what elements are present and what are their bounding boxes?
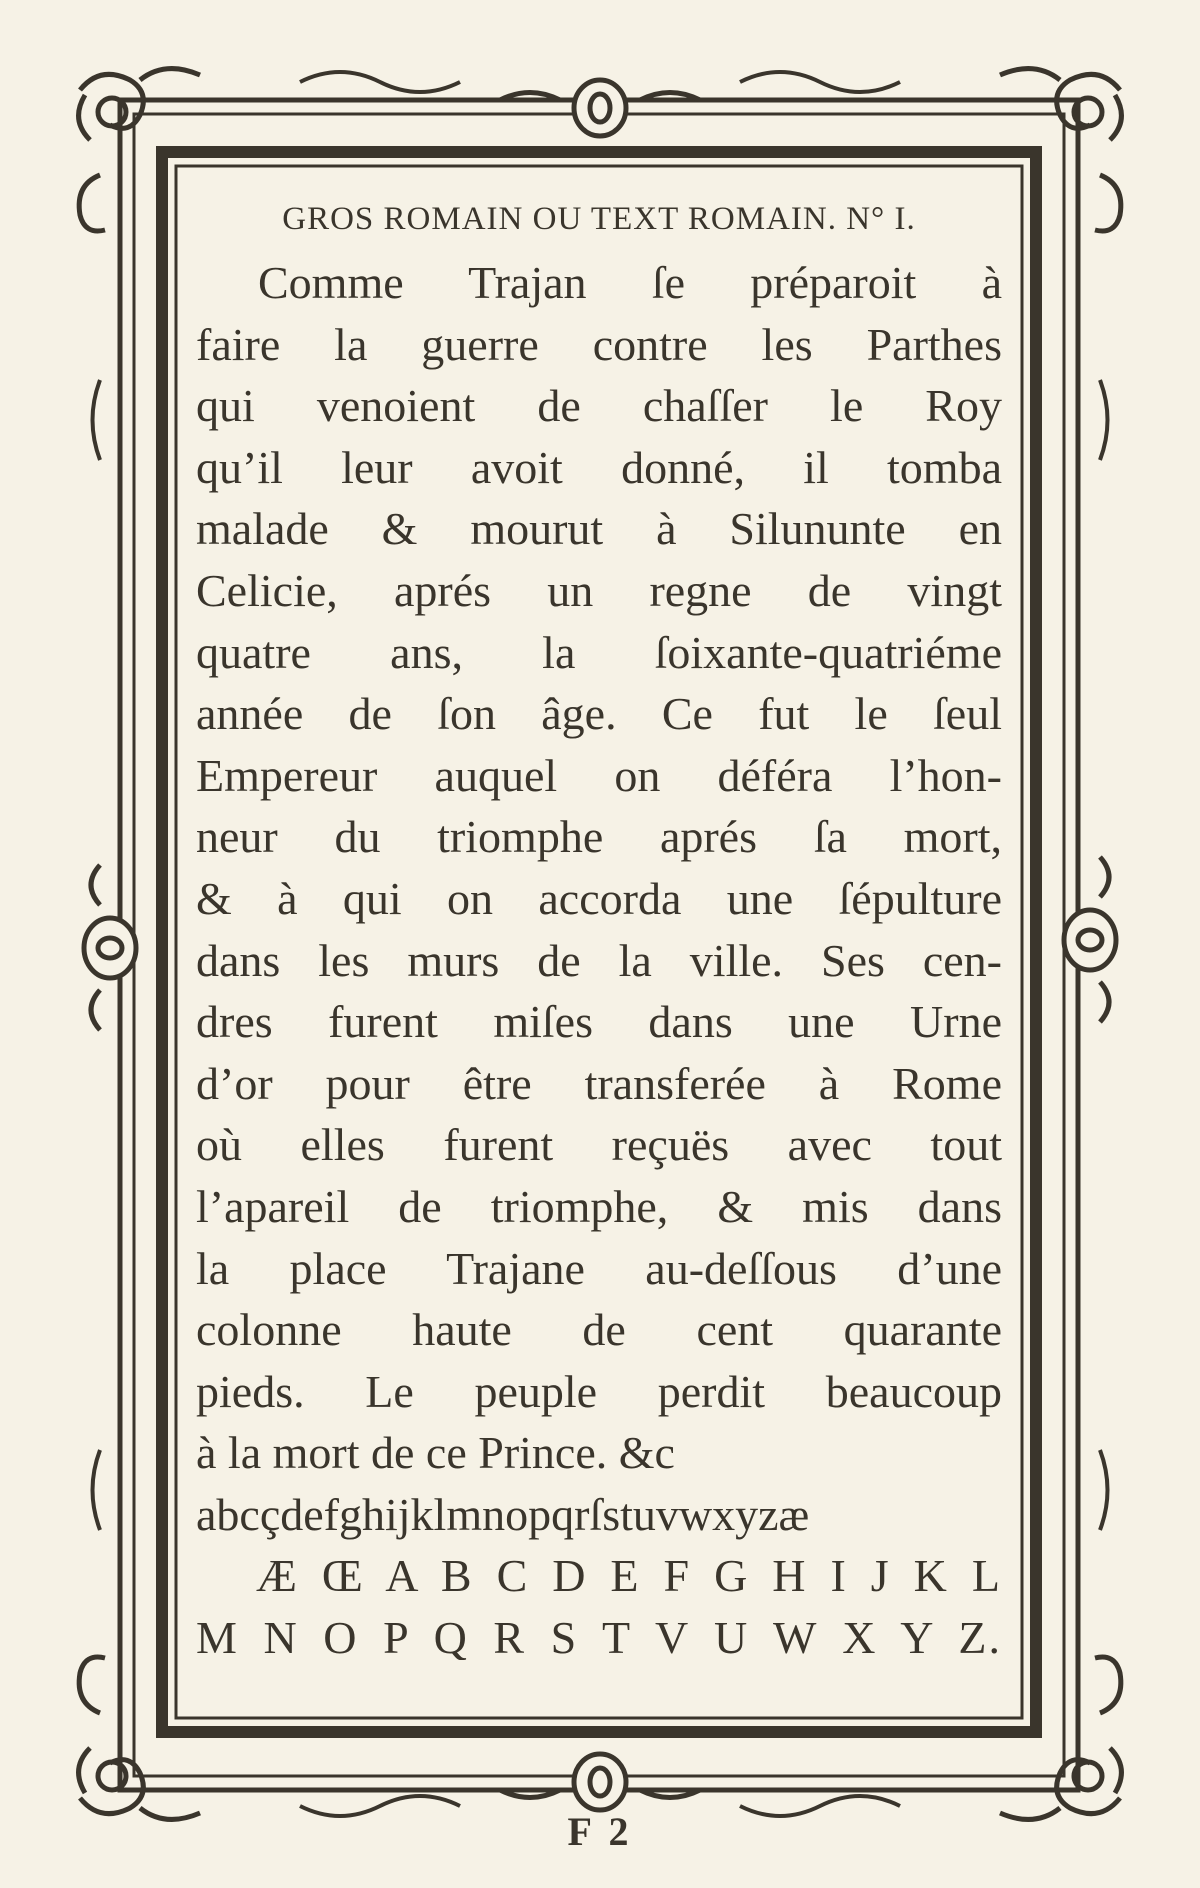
cartouche-left <box>84 865 136 1030</box>
specimen-title: GROS ROMAIN OU TEXT ROMAIN. N° I. <box>282 201 916 237</box>
paragraph-line: colonne haute de cent quarante <box>196 1304 1002 1356</box>
paragraph-line: quatre ans, la ſoixante-quatriéme <box>196 626 1002 678</box>
paragraph-line: Celicie, aprés un regne de vingt <box>196 564 1002 616</box>
lowercase-alphabet: abcçdefghijklmnopqrſstuvwxyzæ <box>196 1488 810 1540</box>
paragraph-line: qu’il leur avoit donné, il tomba <box>196 441 1002 493</box>
paragraph-line: la place Trajane au-deſſous d’une <box>196 1242 1002 1294</box>
alphabet-block <box>196 1484 1002 1660</box>
cartouche-right <box>1064 857 1116 1022</box>
paragraph-line: d’or pour être transferée à Rome <box>196 1057 1002 1109</box>
uppercase-alphabet-line-2: M N O P Q R S T V U W X Y Z. <box>196 1612 1002 1660</box>
paragraph-line: pieds. Le peuple perdit beaucoup <box>196 1365 1002 1417</box>
paragraph-line: neur du triomphe aprés ſa mort, <box>196 811 1002 863</box>
paragraph-line: à la mort de ce Prince. &c <box>196 1427 675 1479</box>
cartouche-bottom <box>500 1754 700 1810</box>
paragraph-line: où elles furent reçuës avec tout <box>196 1119 1002 1171</box>
paragraph-line: Comme Trajan ſe préparoit à <box>258 257 1002 308</box>
corner-ornament-bottom-right <box>1000 1657 1121 1819</box>
paragraph-line: malade & mourut à Silununte en <box>196 503 1002 555</box>
uppercase-alphabet-line-1: Æ Œ A B C D E F G H I J K L <box>256 1550 1002 1602</box>
paragraph-line: Empereur auquel on déféra l’hon- <box>196 749 1002 801</box>
paragraph-line: dres furent miſes dans une Urne <box>196 996 1002 1048</box>
paragraph-line: année de ſon âge. Ce fut le ſeul <box>196 688 1002 740</box>
paragraph-line: faire la guerre contre les Parthes <box>196 318 1002 370</box>
paragraph-line: l’apareil de triomphe, & mis dans <box>196 1180 1002 1232</box>
paragraph-line: qui venoient de chaſſer le Roy <box>196 380 1002 432</box>
cartouche-top <box>500 80 700 136</box>
specimen-paragraph <box>196 252 1002 1484</box>
signature-mark: F 2 <box>567 1809 633 1854</box>
specimen-text-block <box>196 192 1002 1660</box>
corner-ornament-bottom-left <box>79 1657 200 1819</box>
paragraph-line: & à qui on accorda une ſépulture <box>196 872 1002 924</box>
paragraph-line: dans les murs de la ville. Ses cen- <box>196 934 1002 986</box>
